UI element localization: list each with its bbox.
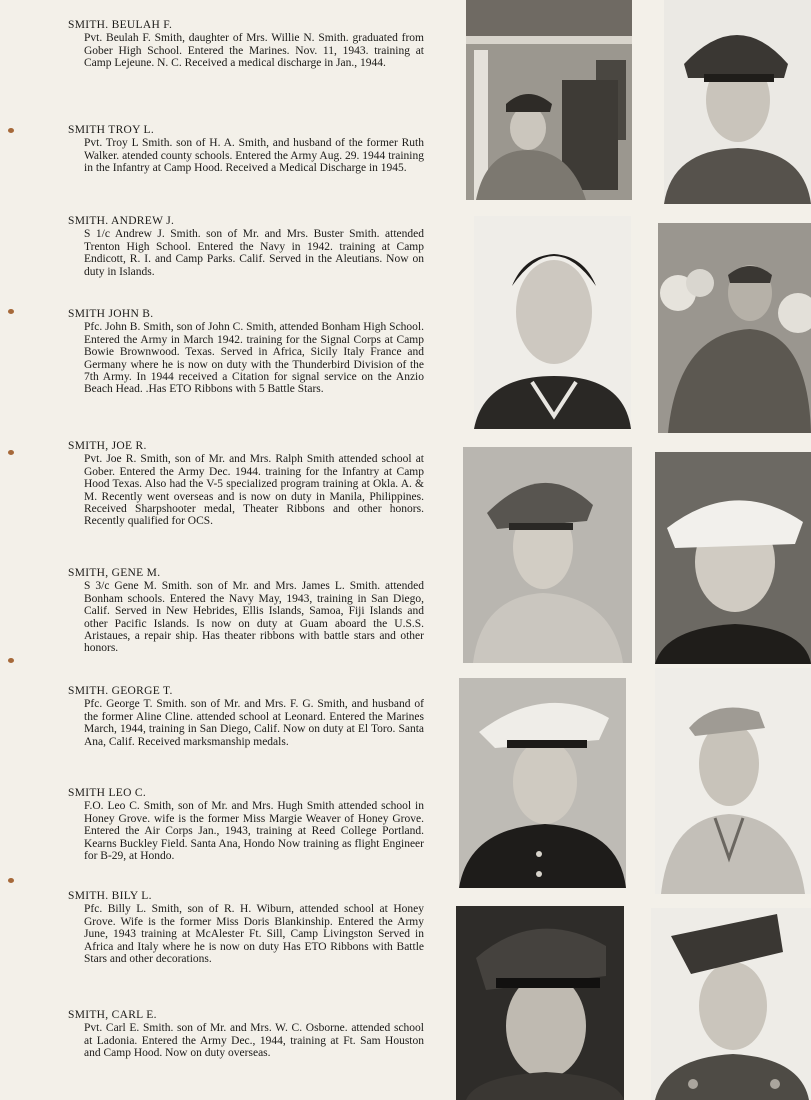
photo-troy-smith	[664, 0, 811, 204]
photo-carl-smith	[651, 908, 811, 1100]
entry-name: SMITH. BILY L.	[68, 890, 152, 902]
entry-name: SMITH, CARL E.	[68, 1009, 157, 1021]
binder-hole	[8, 878, 14, 883]
entry-name: SMITH TROY L.	[68, 124, 155, 136]
entry-beulah-smith	[66, 19, 424, 70]
entry-body: Pvt. Troy L Smith. son of H. A. Smith, and husband of the former Ruth Walker. atended county schools. Entered the Army Aug. 29. 1944 training in the Infantry at Camp Hood. Received a Medical Discharge in 1945.	[84, 137, 424, 175]
photo-andrew-smith	[474, 216, 631, 429]
entry-name: SMITH, GENE M.	[68, 567, 161, 579]
entry-gene-smith	[66, 567, 424, 655]
entry-andrew-smith	[66, 215, 424, 278]
entry-body: Pfc. George T. Smith. son of Mr. and Mrs. F. G. Smith, and husband of the former Aline Cline. attended school at Leonard. Entered the Marines March, 1944, training in San Diego, Calif. Now on duty at El Toro. Santa Ana, Calif. Received marksmanship medals.	[84, 698, 424, 748]
entry-troy-smith	[66, 124, 424, 175]
entry-body: Pfc. Billy L. Smith, son of R. H. Wiburn, attended school at Honey Grove. Wife is the former Miss Doris Blankinship. Entered the Army June, 1943 training at McAlester Ft. Sill, Camp Livingston Served in Africa and Italy where he is now on duty Has ETO Ribbons with Battle Stars and other decorations.	[84, 903, 424, 966]
photo-gene-smith	[655, 452, 811, 664]
entry-body: Pvt. Joe R. Smith, son of Mr. and Mrs. Ralph Smith attended school at Gober. Entered the Army Dec. 1944. training for the Infantry at Camp Hood Texas. Also had the V-5 specialized program training at Okla. A. & M. Recently went overseas and is now on duty in Manila, Philippines. Received Sharpshooter medal, Theater Ribbons and other honors. Recently qualified for OCS.	[84, 453, 424, 528]
entry-name: SMITH. ANDREW J.	[68, 215, 175, 227]
entry-name: SMITH. GEORGE T.	[68, 685, 173, 697]
entry-george-smith	[66, 685, 424, 748]
entry-body: Pvt. Beulah F. Smith, daughter of Mrs. Willie N. Smith. graduated from Gober High School. Entered the Marines. Nov. 11, 1943. training at Camp Lejeune. N. C. Received a medical discharge in Jan., 1944.	[84, 32, 424, 70]
entry-carl-smith	[66, 1009, 424, 1060]
entry-name: SMITH, JOE R.	[68, 440, 147, 452]
entry-body: Pfc. John B. Smith, son of John C. Smith, attended Bonham High School. Entered the Army in March 1942. training for the Signal Corps at Camp Bowie Brownwood. Texas. Served in Africa, Sicily Italy France and Germany where he is now on duty with the Thunderbird Division of the 7th Army. In 1944 received a Citation for signal service on the Anzio Beach Head. .Has ETO Ribbons with 5 Battle Stars.	[84, 321, 424, 396]
entry-leo-smith	[66, 787, 424, 862]
entry-john-smith	[66, 308, 424, 396]
biography-column	[66, 0, 426, 1100]
entry-body: F.O. Leo C. Smith, son of Mr. and Mrs. Hugh Smith attended school in Honey Grove. wife is the former Miss Margie Weaver of Honey Grove. Entered the Air Corps Jan., 1943, training at Reed College Portland. Kearns Buckley Field. Santa Ana, Hondo Now training as flight Engineer for B-29, at Hondo.	[84, 800, 424, 863]
entry-name: SMITH JOHN B.	[68, 308, 154, 320]
entry-billy-smith	[66, 890, 424, 965]
photo-george-smith	[459, 678, 626, 888]
entry-joe-smith	[66, 440, 424, 528]
binder-hole	[8, 658, 14, 663]
photo-joe-smith	[463, 447, 632, 663]
photo-john-smith	[658, 223, 811, 433]
entry-name: SMITH LEO C.	[68, 787, 147, 799]
entry-body: S 3/c Gene M. Smith. son of Mr. and Mrs. James L. Smith. attended Bonham schools. Entered the Navy May, 1943, training in San Diego, Calif. Served in New Hebrides, Ellis Islands, Samoa, Fiji Islands and other Pacific Islands. Is now on duty at Guam aboard the U.S.S. Aristaues, a repair ship. Has theater ribbons with battle stars and other honors.	[84, 580, 424, 655]
binder-hole	[8, 128, 14, 133]
entry-body: S 1/c Andrew J. Smith. son of Mr. and Mrs. Buster Smith. attended Trenton High School. Entered the Navy in 1942. training at Camp Endicott, R. I. and Camp Parks. Calif. Served in the Aleutians. Now on duty in Islands.	[84, 228, 424, 278]
photo-beulah-smith	[466, 0, 632, 200]
binder-hole	[8, 450, 14, 455]
entry-name: SMITH. BEULAH F.	[68, 19, 173, 31]
binder-hole	[8, 309, 14, 314]
entry-body: Pvt. Carl E. Smith. son of Mr. and Mrs. W. C. Osborne. attended school at Ladonia. Entered the Army Dec., 1944, training at Ft. Sam Houston and Camp Hood. Now on duty overseas.	[84, 1022, 424, 1060]
photo-leo-smith	[655, 668, 811, 894]
photo-billy-smith	[456, 906, 624, 1100]
